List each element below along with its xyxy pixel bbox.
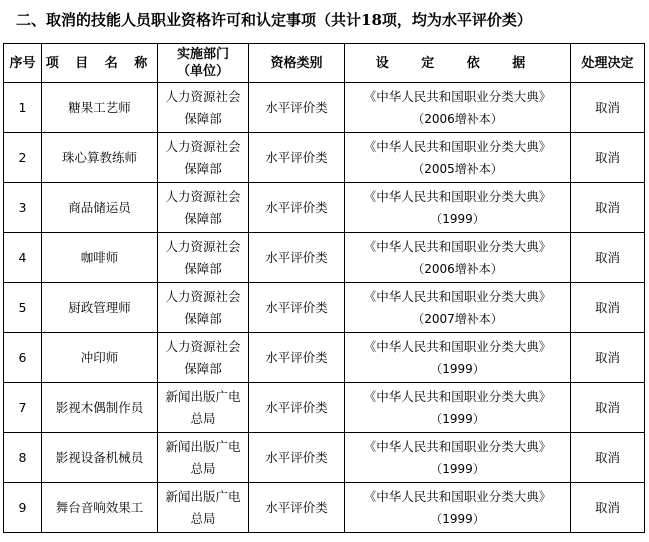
cell-dept — [158, 383, 249, 433]
cell-decision: 取消 — [571, 83, 645, 133]
cell-basis-line1: 《中华人民共和国职业分类大典》 — [363, 138, 552, 154]
header-no: 序号 — [4, 44, 42, 83]
cell-basis-line2: （2005增补本） — [412, 161, 503, 176]
table-row — [4, 383, 645, 433]
cell-decision: 取消 — [571, 483, 645, 533]
table-row — [4, 133, 645, 183]
table-row — [4, 83, 645, 133]
cell-name: 影视木偶制作员 — [42, 383, 158, 433]
cell-dept-line2: 保障部 — [184, 260, 222, 276]
cell-name: 舞台音响效果工 — [42, 483, 158, 533]
cell-basis-line2: （1999） — [430, 411, 485, 426]
cell-dept-line1: 新闻出版广电 — [165, 388, 241, 404]
cell-dept-line2: 总局 — [190, 510, 216, 526]
cell-name: 糖果工艺师 — [42, 83, 158, 133]
cell-type: 水平评价类 — [249, 433, 345, 483]
cell-basis-line1: 《中华人民共和国职业分类大典》 — [363, 438, 552, 454]
cell-dept-line1: 人力资源社会 — [165, 188, 241, 204]
cell-type: 水平评价类 — [249, 483, 345, 533]
cell-name: 冲印师 — [42, 333, 158, 383]
cell-dept-line1: 人力资源社会 — [165, 88, 241, 104]
cell-dept — [158, 333, 249, 383]
cell-basis-line1: 《中华人民共和国职业分类大典》 — [363, 238, 552, 254]
cell-no: 2 — [4, 133, 42, 183]
cell-basis-line1: 《中华人民共和国职业分类大典》 — [363, 338, 552, 354]
cell-basis — [345, 383, 571, 433]
cell-name: 影视设备机械员 — [42, 433, 158, 483]
cell-type: 水平评价类 — [249, 83, 345, 133]
cell-name: 厨政管理师 — [42, 283, 158, 333]
table-row — [4, 433, 645, 483]
cell-type: 水平评价类 — [249, 383, 345, 433]
cell-type: 水平评价类 — [249, 133, 345, 183]
cell-dept — [158, 183, 249, 233]
cell-decision: 取消 — [571, 233, 645, 283]
cell-type: 水平评价类 — [249, 233, 345, 283]
cell-no: 3 — [4, 183, 42, 233]
cell-dept-line1: 新闻出版广电 — [165, 488, 241, 504]
cell-basis — [345, 83, 571, 133]
cell-dept — [158, 483, 249, 533]
cell-basis-line2: （1999） — [430, 461, 485, 476]
cell-dept — [158, 233, 249, 283]
cell-no: 4 — [4, 233, 42, 283]
cell-decision: 取消 — [571, 183, 645, 233]
cell-dept — [158, 83, 249, 133]
cell-type: 水平评价类 — [249, 333, 345, 383]
cell-dept-line1: 人力资源社会 — [165, 238, 241, 254]
cell-dept-line2: 保障部 — [184, 160, 222, 176]
table-row — [4, 183, 645, 233]
table-row — [4, 233, 645, 283]
cell-basis-line1: 《中华人民共和国职业分类大典》 — [363, 388, 552, 404]
cell-basis-line1: 《中华人民共和国职业分类大典》 — [363, 188, 552, 204]
document-title: 二、取消的技能人员职业资格许可和认定事项（共计18项，均为水平评价类） — [16, 11, 532, 29]
cell-basis — [345, 233, 571, 283]
cell-dept-line2: 保障部 — [184, 110, 222, 126]
cell-basis-line1: 《中华人民共和国职业分类大典》 — [363, 488, 552, 504]
table-header-row — [4, 44, 645, 83]
cell-dept-line1: 新闻出版广电 — [165, 438, 241, 454]
header-name — [42, 44, 158, 83]
table-row — [4, 283, 645, 333]
cell-dept-line1: 人力资源社会 — [165, 288, 241, 304]
cell-dept-line2: 总局 — [190, 460, 216, 476]
header-basis-label: 设 定 依 据 — [375, 55, 540, 71]
cell-basis-line2: （2006增补本） — [412, 261, 503, 276]
table-row — [4, 483, 645, 533]
cell-basis — [345, 183, 571, 233]
table-body — [4, 83, 645, 533]
cell-no: 6 — [4, 333, 42, 383]
cell-decision: 取消 — [571, 383, 645, 433]
cell-type: 水平评价类 — [249, 283, 345, 333]
cell-dept-line2: 保障部 — [184, 210, 222, 226]
header-type: 资格类别 — [249, 44, 345, 83]
cell-no: 9 — [4, 483, 42, 533]
cell-basis — [345, 133, 571, 183]
table-row — [4, 333, 645, 383]
cell-dept-line2: 保障部 — [184, 310, 222, 326]
cell-basis — [345, 483, 571, 533]
cell-basis-line1: 《中华人民共和国职业分类大典》 — [363, 88, 552, 104]
cell-decision: 取消 — [571, 333, 645, 383]
header-decision: 处理决定 — [571, 44, 645, 83]
cell-dept — [158, 133, 249, 183]
cell-basis-line1: 《中华人民共和国职业分类大典》 — [363, 288, 552, 304]
cell-basis-line2: （1999） — [430, 511, 485, 526]
cell-dept-line2: 总局 — [190, 410, 216, 426]
cell-decision: 取消 — [571, 133, 645, 183]
cell-dept-line2: 保障部 — [184, 360, 222, 376]
cell-name: 商品储运员 — [42, 183, 158, 233]
cell-no: 7 — [4, 383, 42, 433]
cell-no: 5 — [4, 283, 42, 333]
cell-decision: 取消 — [571, 283, 645, 333]
cell-basis — [345, 333, 571, 383]
cell-basis-line2: （1999） — [430, 361, 485, 376]
cell-dept-line1: 人力资源社会 — [165, 138, 241, 154]
cell-no: 8 — [4, 433, 42, 483]
header-dept — [158, 44, 249, 83]
cell-decision: 取消 — [571, 433, 645, 483]
cell-name: 珠心算教练师 — [42, 133, 158, 183]
header-basis — [345, 44, 571, 83]
cell-dept — [158, 283, 249, 333]
cell-basis — [345, 433, 571, 483]
cell-basis-line2: （2007增补本） — [412, 311, 503, 326]
cell-dept — [158, 433, 249, 483]
header-dept-line2: （单位） — [176, 64, 229, 79]
cell-type: 水平评价类 — [249, 183, 345, 233]
cell-no: 1 — [4, 83, 42, 133]
cell-name: 咖啡师 — [42, 233, 158, 283]
cell-basis-line2: （1999） — [430, 211, 485, 226]
header-dept-line1: 实施部门 — [176, 47, 229, 62]
header-name-label: 项 目 名 称 — [45, 55, 154, 71]
qualification-table — [3, 43, 645, 533]
cell-basis — [345, 283, 571, 333]
cell-dept-line1: 人力资源社会 — [165, 338, 241, 354]
cell-basis-line2: （2006增补本） — [412, 111, 503, 126]
